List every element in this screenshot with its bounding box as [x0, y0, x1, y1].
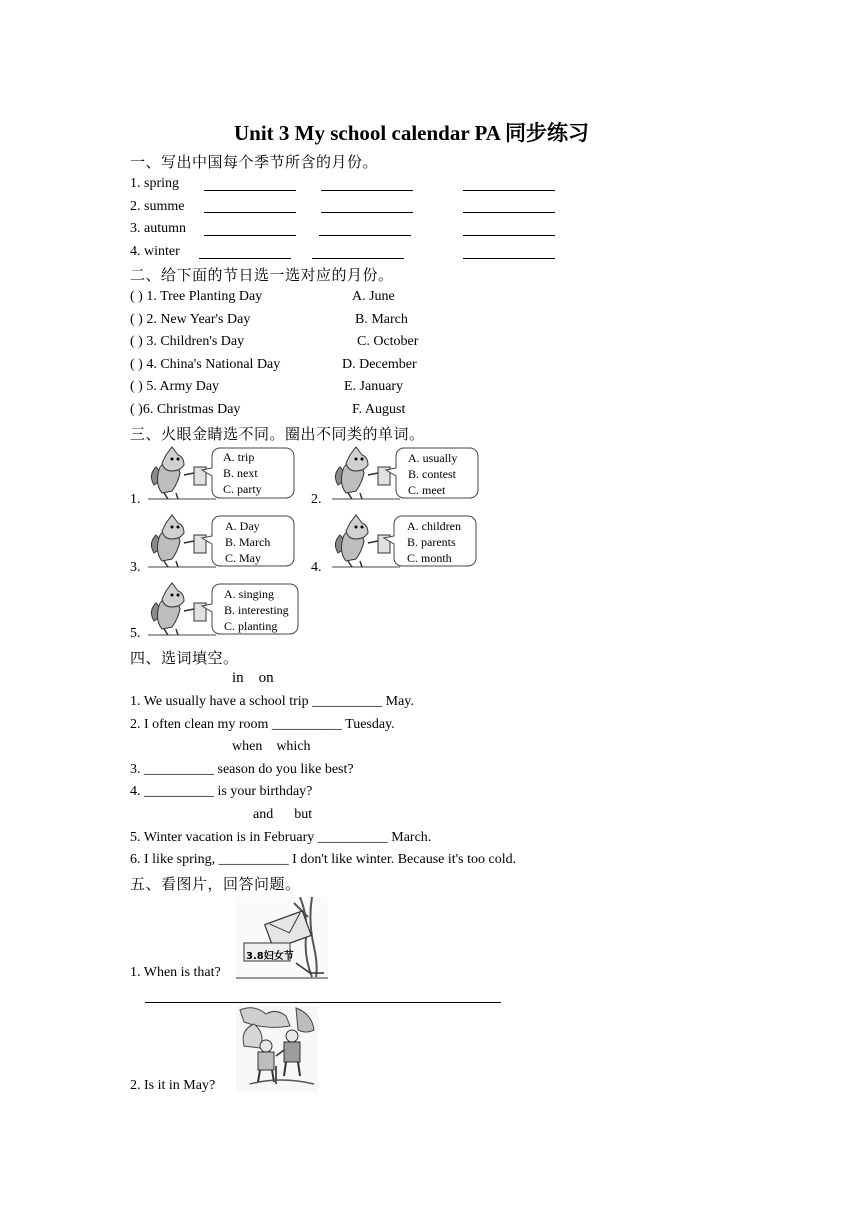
section-1-heading: 一、写出中国每个季节所含的月份。: [130, 153, 379, 171]
month-option: A. June: [352, 289, 395, 304]
answer-blank[interactable]: [312, 258, 404, 259]
option-a: A. usually: [408, 451, 458, 465]
option-c: C. month: [407, 551, 452, 565]
holiday-item: ( ) 3. Children's Day: [130, 334, 245, 349]
option-a: A. children: [407, 519, 461, 533]
tree-planting-picture: [236, 1006, 318, 1092]
month-option: C. October: [357, 334, 419, 349]
season-row-3-label: 3. autumn: [130, 221, 186, 236]
option-c: C. planting: [224, 619, 278, 633]
holiday-item: ( ) 1. Tree Planting Day: [130, 289, 263, 304]
season-row-4-label: 4. winter: [130, 244, 180, 259]
picture-question-1: 1. When is that?: [130, 965, 221, 980]
answer-blank[interactable]: [319, 235, 411, 236]
section-4-heading: 四、选词填空。: [130, 649, 239, 667]
answer-blank[interactable]: [463, 212, 555, 213]
answer-line[interactable]: [145, 1002, 501, 1003]
answer-blank[interactable]: [204, 212, 296, 213]
item-number: 4.: [311, 560, 322, 575]
holiday-item: ( ) 2. New Year's Day: [130, 312, 251, 327]
option-a: A. Day: [225, 519, 260, 533]
item-number: 2.: [311, 492, 322, 507]
holiday-item: ( )6. Christmas Day: [130, 402, 241, 417]
answer-blank[interactable]: [463, 258, 555, 259]
option-c: C. meet: [408, 483, 446, 497]
fill-in-question-4: 4. __________ is your birthday?: [130, 784, 313, 799]
option-a: A. trip: [223, 450, 255, 464]
month-option: F. August: [352, 402, 406, 417]
month-option: D. December: [342, 357, 417, 372]
month-option: E. January: [344, 379, 404, 394]
option-b: B. next: [223, 466, 258, 480]
fill-in-question-3: 3. __________ season do you like best?: [130, 762, 354, 777]
word-bank: and but: [253, 807, 313, 822]
word-bank: when which: [232, 739, 311, 754]
season-row-1-label: 1. spring: [130, 176, 179, 191]
fill-in-question-5: 5. Winter vacation is in February __________ March.: [130, 830, 432, 845]
fill-in-question-1: 1. We usually have a school trip __________ May.: [130, 694, 414, 709]
answer-blank[interactable]: [321, 212, 413, 213]
answer-blank[interactable]: [463, 190, 555, 191]
month-option: B. March: [355, 312, 408, 327]
option-c: C. May: [225, 551, 261, 565]
holiday-item: ( ) 5. Army Day: [130, 379, 220, 394]
holiday-item: ( ) 4. China's National Day: [130, 357, 281, 372]
section-2-heading: 二、给下面的节日选一选对应的月份。: [130, 266, 394, 284]
option-a: A. singing: [224, 587, 275, 601]
section-5-heading: 五、看图片，回答问题。: [130, 875, 301, 893]
answer-blank[interactable]: [321, 190, 413, 191]
item-number: 3.: [130, 560, 141, 575]
page-title: Unit 3 My school calendar PA 同步练习: [234, 121, 590, 145]
answer-blank[interactable]: [204, 190, 296, 191]
womens-day-picture: [236, 897, 328, 979]
section-3-heading: 三、火眼金睛选不同。圈出不同类的单词。: [130, 425, 425, 443]
word-bank: in on: [232, 670, 274, 686]
option-b: B. interesting: [224, 603, 289, 617]
answer-blank[interactable]: [199, 258, 291, 259]
picture-question-2: 2. Is it in May?: [130, 1078, 216, 1093]
answer-blank[interactable]: [204, 235, 296, 236]
option-c: C. party: [223, 482, 262, 496]
answer-blank[interactable]: [463, 235, 555, 236]
season-row-2-label: 2. summe: [130, 199, 185, 214]
option-b: B. contest: [408, 467, 456, 481]
fill-in-question-6: 6. I like spring, __________ I don't like winter. Because it's too cold.: [130, 852, 517, 867]
fill-in-question-2: 2. I often clean my room __________ Tuesday.: [130, 717, 395, 732]
item-number: 5.: [130, 626, 141, 641]
option-b: B. parents: [407, 535, 456, 549]
womens-day-caption: 3.8妇女节: [246, 951, 294, 962]
option-b: B. March: [225, 535, 271, 549]
item-number: 1.: [130, 492, 141, 507]
